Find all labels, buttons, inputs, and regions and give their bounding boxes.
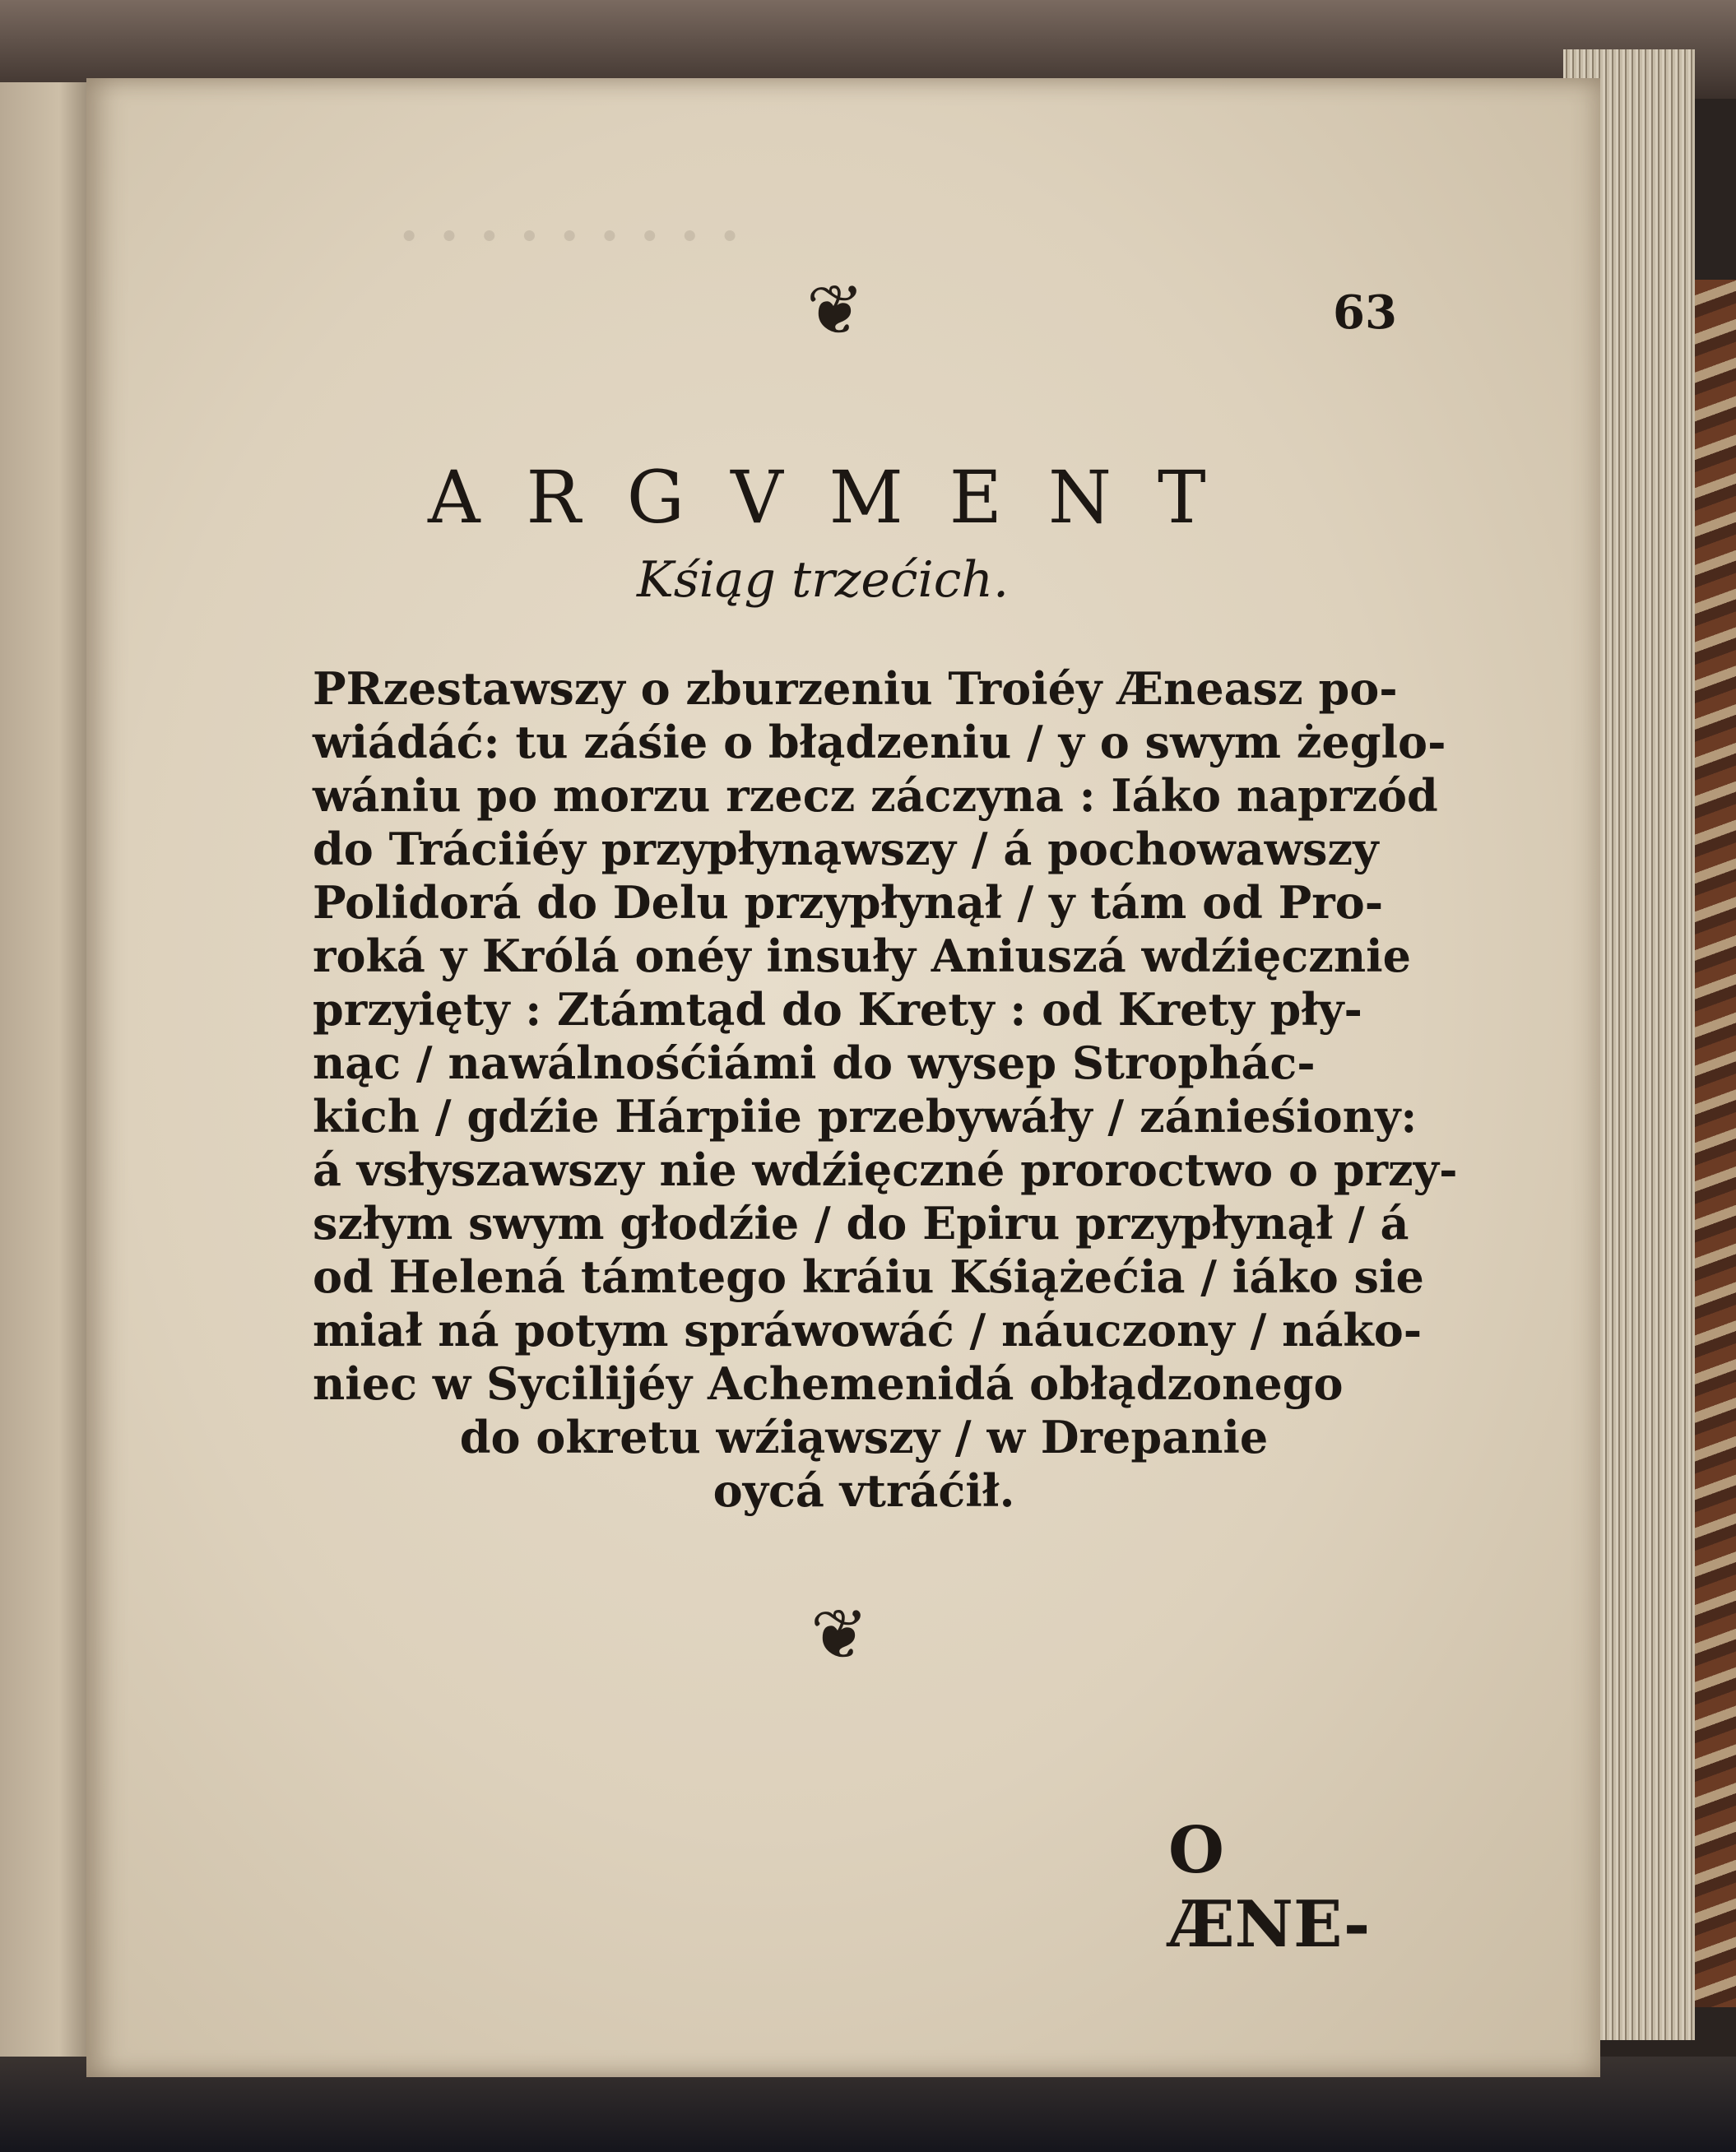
page-number: 63	[1333, 285, 1397, 340]
argument-line: PRzestawszy o zburzeniu Troiéy Æneasz po-	[313, 662, 1398, 715]
argument-line: do Tráciiéy przypłynąwszy / á pochowawszy	[313, 823, 1379, 875]
argument-line: oycá vtráćił.	[713, 1464, 1015, 1517]
argument-line: niec w Sycilijéy Achemenidá obłądzonego	[313, 1357, 1344, 1410]
show-through-text: · · · · · · · · ·	[399, 202, 740, 270]
argument-line: roká y Królá onéy insuły Aniuszá wdźięcznie	[313, 930, 1411, 982]
argument-line: nąc / nawálnośćiámi do wysep Strophác-	[313, 1037, 1316, 1089]
page-subtitle: Kśiąg trzećich.	[636, 551, 1010, 609]
argument-line: od Helená támtego kráiu Kśiążećia / iáko sie	[313, 1250, 1424, 1303]
argument-line: do okretu wźiąwszy / w Drepanie	[459, 1411, 1269, 1463]
argument-paragraph	[313, 662, 1458, 1518]
argument-line: szłym swym głodźie / do Epiru przypłynął / á	[313, 1197, 1409, 1250]
catchword: O ÆNE-	[1168, 1813, 1371, 1962]
argument-line: kich / gdźie Hárpiie przebywáły / zánieśiony:	[313, 1090, 1418, 1143]
marbled-cover-edge	[1695, 280, 1736, 2007]
page-content	[230, 185, 1458, 1962]
argument-line: Polidorá do Delu przypłynął / y tám od Pro-	[313, 876, 1384, 929]
fleuron-ornament-icon: ❦	[806, 270, 865, 350]
fleuron-ornament-icon: ❦	[810, 1594, 869, 1675]
argument-line: wániu po morzu rzecz záczyna : Iáko naprzód	[313, 769, 1438, 822]
book-page	[86, 78, 1600, 2077]
argument-line: á vsłyszawszy nie wdźięczné proroctwo o przy-	[313, 1143, 1458, 1196]
argument-line: przyięty : Ztámtąd do Krety : od Krety pły-	[313, 983, 1362, 1036]
facing-page-edge	[0, 82, 99, 2057]
page-title: ARGVMENT	[428, 455, 1252, 540]
argument-line: wiádáć: tu záśie o błądzeniu / y o swym żeglo-	[313, 716, 1446, 768]
argument-line: miał ná potym spráwowáć / náuczony / náko-	[313, 1304, 1423, 1357]
